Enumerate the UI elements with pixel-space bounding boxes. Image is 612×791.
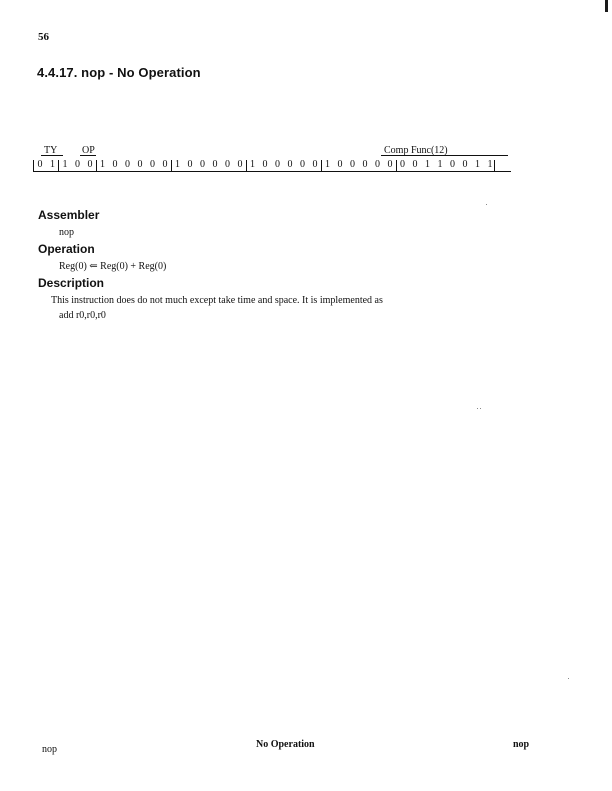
bit-value: 0 [87,159,93,170]
scan-speck [480,408,481,409]
bit-row [33,158,511,172]
assembler-syntax: nop [59,227,74,238]
bit-value: 0 [462,159,468,170]
scan-speck [568,678,569,679]
bit-value: 0 [400,159,405,170]
bit-value: 0 [287,159,293,170]
field-label-ty-rule [41,155,63,156]
bit-value: 1 [325,159,330,170]
field-label-op: OP [82,145,95,156]
assembler-heading: Assembler [38,208,100,222]
bit-value: 0 [150,159,155,170]
bit-value: 0 [212,159,218,170]
bit-value: 0 [312,159,318,170]
bit-value: 0 [162,159,168,170]
bit-value: 0 [262,159,268,170]
description-text: This instruction does do not much except take time and space. It is implemented as [51,295,383,306]
bit-value: 1 [475,159,480,170]
bit-value: 1 [100,159,105,170]
scan-speck [477,408,478,409]
description-heading: Description [38,276,105,290]
bit-value: 1 [425,159,430,170]
bit-value: 1 [437,159,443,170]
bit-value: 1 [487,159,493,170]
bit-value: 1 [250,159,255,170]
scan-speck [486,204,487,205]
bit-value: 0 [275,159,280,170]
bit-value: 0 [387,159,393,170]
bit-value: 0 [75,159,80,170]
bit-value: 0 [412,159,418,170]
bit-value: 0 [225,159,230,170]
bit-value: 0 [375,159,380,170]
bit-value: 0 [362,159,368,170]
bit-value: 0 [300,159,305,170]
bit-value: 0 [237,159,243,170]
page-number: 56 [38,31,49,43]
bit-value: 0 [137,159,143,170]
footer-center: No Operation [256,739,315,750]
bit-value: 0 [125,159,130,170]
bit-value: 0 [350,159,355,170]
scan-edge-mark [605,0,608,12]
bit-value: 0 [112,159,118,170]
bit-value: 0 [200,159,205,170]
field-label-comp-func-rule [381,155,508,156]
footer-left: nop [42,744,57,755]
bit-value: 1 [175,159,180,170]
field-label-op-rule [80,155,96,156]
description-code: add r0,r0,r0 [59,310,106,321]
bit-value: 0 [187,159,193,170]
operation-expression: Reg(0) ⇐ Reg(0) + Reg(0) [59,261,167,272]
section-heading: 4.4.17. nop - No Operation [37,65,201,80]
bit-value: 1 [50,159,55,170]
field-label-comp-func: Comp Func(12) [384,145,448,156]
field-label-ty: TY [44,145,58,156]
bit-value: 0 [450,159,455,170]
bit-value: 0 [37,159,43,170]
footer-right: nop [513,739,530,750]
bit-value: 0 [337,159,343,170]
instruction-format-diagram [33,145,511,175]
operation-heading: Operation [38,242,95,256]
bit-value: 1 [62,159,68,170]
